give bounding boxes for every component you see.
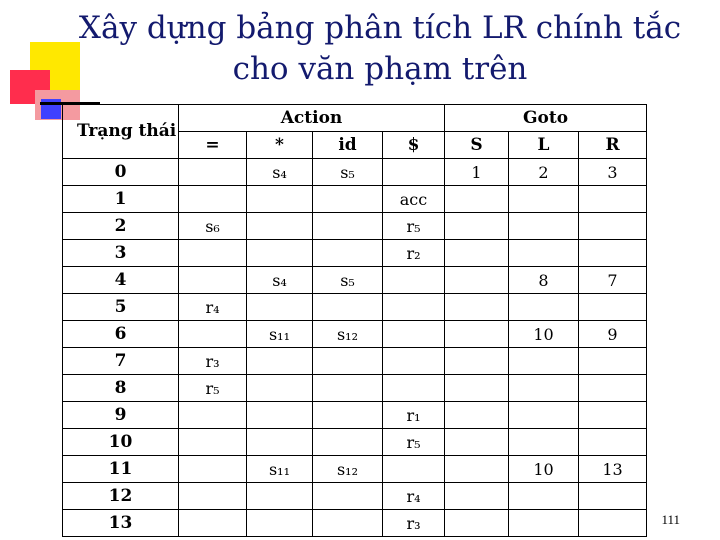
table-cell	[383, 294, 445, 321]
table-cell: s₁₁	[247, 456, 313, 483]
state-cell: 13	[63, 510, 179, 537]
table-cell	[179, 429, 247, 456]
table-cell	[247, 186, 313, 213]
table-cell	[445, 348, 509, 375]
table-cell: r₅	[179, 375, 247, 402]
state-cell: 0	[63, 159, 179, 186]
table-cell: r₂	[383, 240, 445, 267]
table-cell	[445, 321, 509, 348]
table-row	[63, 267, 647, 294]
table-cell	[509, 348, 579, 375]
table-cell	[179, 510, 247, 537]
column-header-equals: =	[179, 132, 247, 159]
page-number: 111	[661, 512, 680, 527]
table-cell	[509, 213, 579, 240]
column-header-dollar: $	[383, 132, 445, 159]
column-header-star: *	[247, 132, 313, 159]
table-cell	[313, 348, 383, 375]
table-cell	[579, 240, 647, 267]
table-cell	[579, 375, 647, 402]
table-cell: r₃	[383, 510, 445, 537]
table-cell	[247, 402, 313, 429]
column-header-R: R	[579, 132, 647, 159]
table-cell: s₅	[313, 159, 383, 186]
table-row	[63, 159, 647, 186]
table-cell: 9	[579, 321, 647, 348]
table-cell	[247, 375, 313, 402]
table-cell	[509, 294, 579, 321]
state-cell: 2	[63, 213, 179, 240]
table-cell: 10	[509, 321, 579, 348]
state-cell: 11	[63, 456, 179, 483]
table-row	[63, 348, 647, 375]
table-cell: 3	[579, 159, 647, 186]
table-cell	[313, 483, 383, 510]
table-cell: s₁₂	[313, 321, 383, 348]
state-column-header: Trạng thái	[63, 105, 179, 159]
table-row	[63, 294, 647, 321]
table-cell	[445, 267, 509, 294]
table-cell	[247, 510, 313, 537]
table-cell	[579, 348, 647, 375]
goto-group-header: Goto	[445, 105, 647, 132]
table-row	[63, 510, 647, 537]
state-cell: 10	[63, 429, 179, 456]
table-cell	[179, 321, 247, 348]
table-cell	[445, 402, 509, 429]
table-row	[63, 456, 647, 483]
table-cell	[247, 348, 313, 375]
table-cell	[509, 429, 579, 456]
column-header-L: L	[509, 132, 579, 159]
table-cell	[509, 186, 579, 213]
table-cell	[579, 213, 647, 240]
table-cell	[247, 240, 313, 267]
table-cell	[383, 456, 445, 483]
table-cell	[383, 375, 445, 402]
table-cell	[247, 294, 313, 321]
table-cell	[445, 186, 509, 213]
table-cell: 2	[509, 159, 579, 186]
table-row	[63, 375, 647, 402]
table-cell	[179, 186, 247, 213]
table-cell	[445, 375, 509, 402]
table-cell	[313, 429, 383, 456]
table-cell	[247, 483, 313, 510]
table-row	[63, 483, 647, 510]
table-cell	[313, 294, 383, 321]
table-cell	[179, 456, 247, 483]
table-cell	[445, 240, 509, 267]
table-cell	[579, 510, 647, 537]
table-cell	[509, 483, 579, 510]
state-cell: 8	[63, 375, 179, 402]
table-row	[63, 321, 647, 348]
state-cell: 3	[63, 240, 179, 267]
table-cell	[445, 483, 509, 510]
table-cell	[579, 483, 647, 510]
table-cell	[313, 402, 383, 429]
table-cell: r₄	[383, 483, 445, 510]
table-cell: acc	[383, 186, 445, 213]
table-cell: s₆	[179, 213, 247, 240]
table-cell	[179, 159, 247, 186]
table-cell: r₄	[179, 294, 247, 321]
column-header-id: id	[313, 132, 383, 159]
table-cell	[179, 267, 247, 294]
table-cell: r₁	[383, 402, 445, 429]
table-cell	[509, 375, 579, 402]
table-cell	[445, 213, 509, 240]
table-cell: s₅	[313, 267, 383, 294]
table-row	[63, 186, 647, 213]
table-row	[63, 213, 647, 240]
state-cell: 12	[63, 483, 179, 510]
table-cell: s₄	[247, 159, 313, 186]
state-cell: 7	[63, 348, 179, 375]
table-cell	[247, 213, 313, 240]
column-header-S: S	[445, 132, 509, 159]
table-cell	[445, 294, 509, 321]
table-cell	[579, 429, 647, 456]
state-cell: 5	[63, 294, 179, 321]
table-cell: r₅	[383, 213, 445, 240]
table-cell	[383, 348, 445, 375]
table-cell	[313, 213, 383, 240]
table-cell	[179, 483, 247, 510]
table-cell	[179, 240, 247, 267]
table-cell	[509, 510, 579, 537]
table-cell: s₄	[247, 267, 313, 294]
state-cell: 9	[63, 402, 179, 429]
table-cell	[445, 510, 509, 537]
table-cell	[445, 429, 509, 456]
table-cell	[313, 375, 383, 402]
table-cell: r₅	[383, 429, 445, 456]
table-cell	[313, 240, 383, 267]
table-row	[63, 429, 647, 456]
state-cell: 4	[63, 267, 179, 294]
table-cell	[445, 456, 509, 483]
table-cell: 8	[509, 267, 579, 294]
table-cell: 7	[579, 267, 647, 294]
table-cell: 1	[445, 159, 509, 186]
table-cell: r₃	[179, 348, 247, 375]
table-cell	[383, 321, 445, 348]
table-cell	[313, 186, 383, 213]
table-cell	[179, 402, 247, 429]
table-cell	[509, 240, 579, 267]
state-cell: 6	[63, 321, 179, 348]
table-cell	[383, 159, 445, 186]
table-cell	[313, 510, 383, 537]
table-cell: s₁₂	[313, 456, 383, 483]
action-group-header: Action	[179, 105, 445, 132]
table-cell	[509, 402, 579, 429]
table-cell: s₁₁	[247, 321, 313, 348]
table-cell	[579, 402, 647, 429]
table-row	[63, 240, 647, 267]
table-cell	[579, 186, 647, 213]
table-cell	[247, 429, 313, 456]
table-cell: 13	[579, 456, 647, 483]
slide-title: Xây dựng bảng phân tích LR chính tắc cho văn phạm trên	[78, 10, 682, 87]
table-cell	[383, 267, 445, 294]
table-cell: 10	[509, 456, 579, 483]
lr-parsing-table	[62, 104, 647, 537]
table-cell	[579, 294, 647, 321]
state-cell: 1	[63, 186, 179, 213]
table-row	[63, 402, 647, 429]
